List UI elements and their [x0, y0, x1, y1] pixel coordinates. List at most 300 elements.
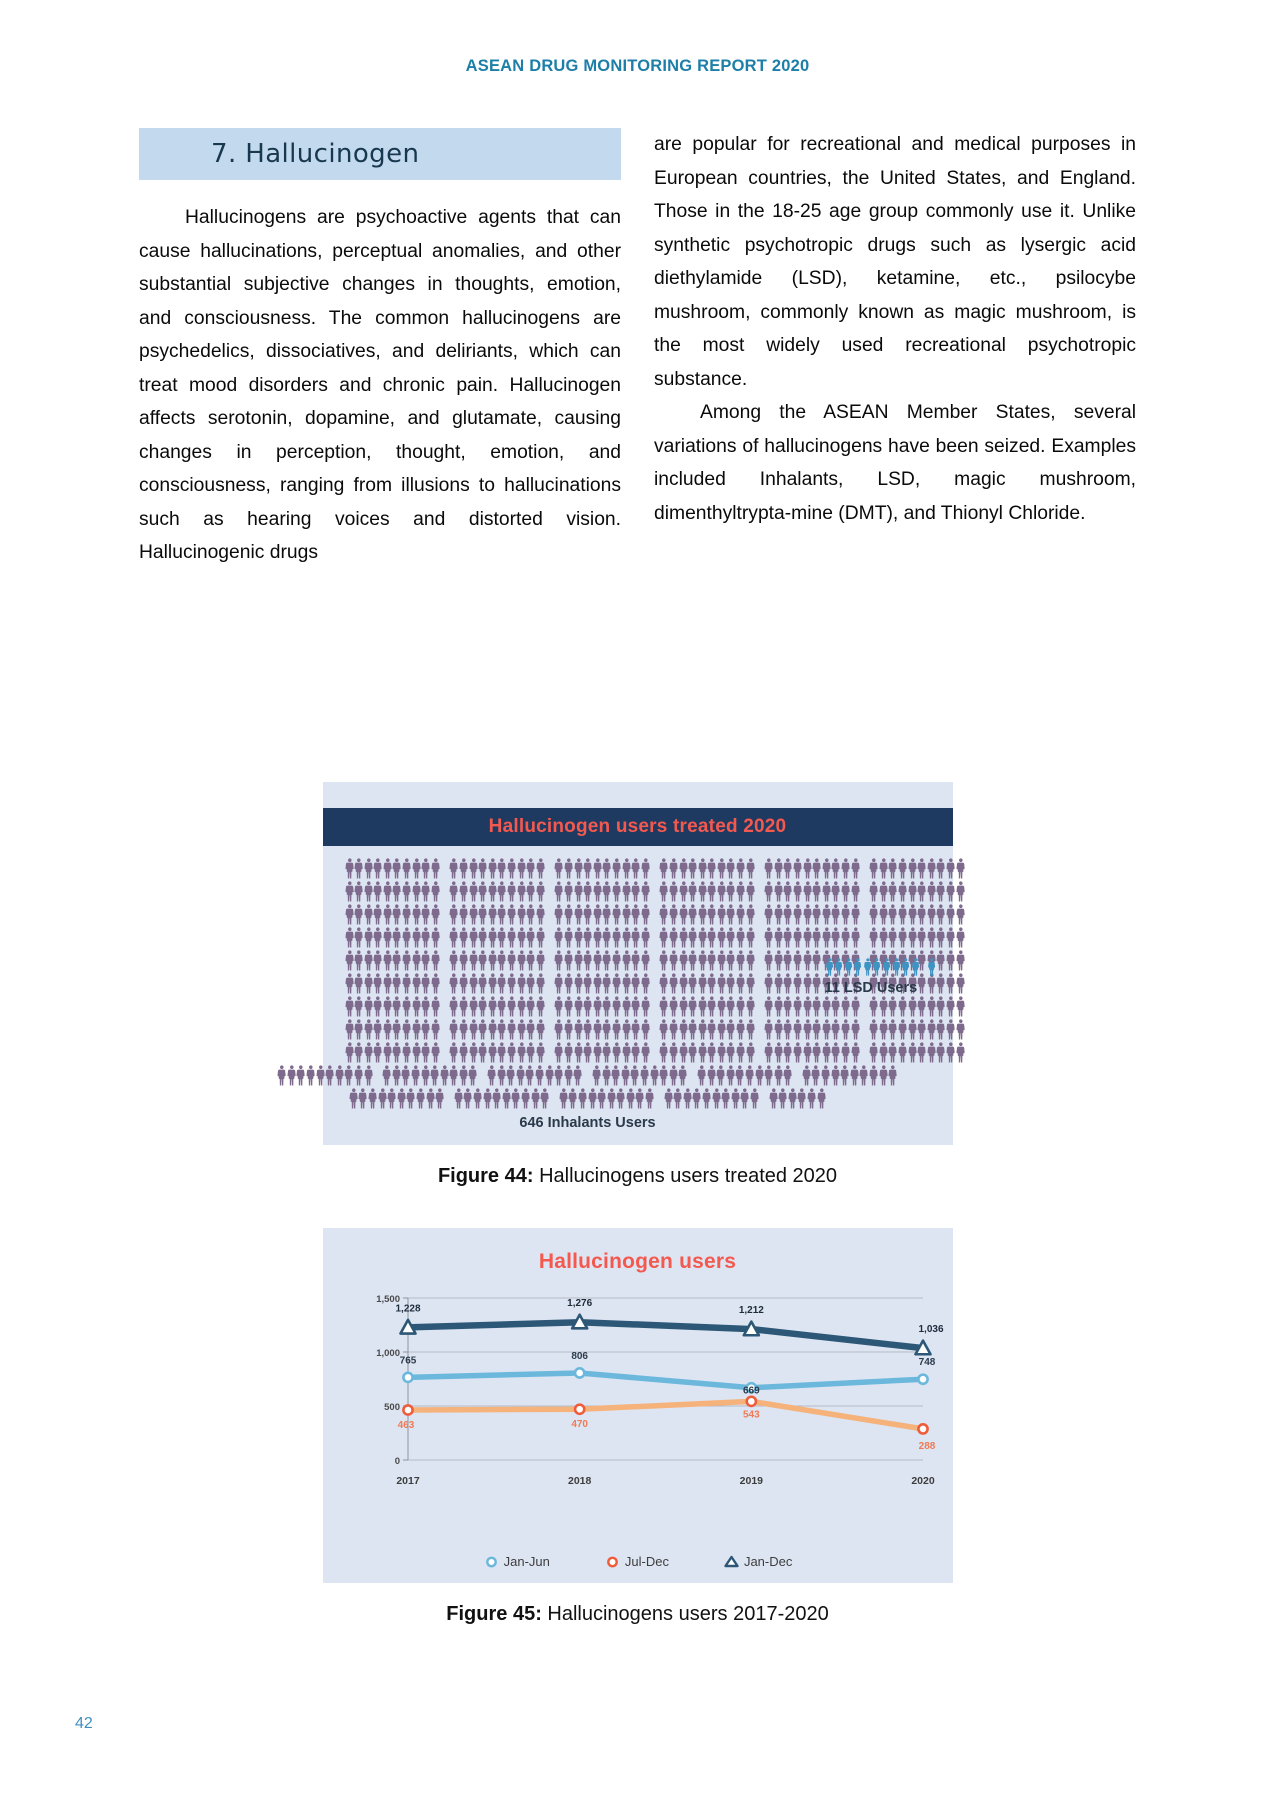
person-icon — [392, 904, 402, 925]
person-icon — [611, 1065, 621, 1086]
person-icon — [421, 881, 431, 902]
person-icon — [936, 858, 946, 879]
person-icon — [517, 881, 527, 902]
person-icon — [736, 881, 746, 902]
person-icon — [622, 904, 632, 925]
person-icon — [488, 904, 498, 925]
person-icon — [564, 858, 574, 879]
person-icon — [803, 881, 813, 902]
person-icon — [822, 858, 832, 879]
person-icon — [717, 1019, 727, 1040]
person-icon — [908, 1019, 918, 1040]
person-icon — [774, 1065, 784, 1086]
pictogram-icon-group — [659, 858, 755, 879]
person-icon — [478, 858, 488, 879]
person-icon — [631, 858, 641, 879]
data-point-marker — [918, 1424, 927, 1433]
person-icon — [392, 927, 402, 948]
y-axis-tick-label: 500 — [383, 1402, 400, 1413]
person-icon — [716, 1065, 726, 1086]
pictogram-row — [345, 927, 953, 948]
person-icon — [774, 904, 784, 925]
person-icon — [554, 858, 564, 879]
person-icon — [635, 1088, 645, 1109]
figure-44-caption-label: Figure 44: — [437, 1165, 534, 1187]
person-icon — [578, 1088, 588, 1109]
person-icon — [412, 904, 422, 925]
person-icon — [908, 927, 918, 948]
person-icon — [692, 1088, 702, 1109]
person-icon — [841, 996, 851, 1017]
person-icon — [459, 881, 469, 902]
person-icon — [382, 1065, 392, 1086]
person-icon — [851, 904, 861, 925]
person-icon — [707, 858, 717, 879]
person-icon — [593, 1042, 603, 1063]
person-icon — [669, 904, 679, 925]
person-icon — [468, 1065, 478, 1086]
person-icon — [469, 927, 479, 948]
person-icon — [898, 927, 908, 948]
person-icon — [803, 1042, 813, 1063]
person-icon — [412, 996, 422, 1017]
person-icon — [354, 1019, 364, 1040]
person-icon — [373, 973, 383, 994]
person-icon — [345, 1042, 355, 1063]
person-icon — [717, 1042, 727, 1063]
person-icon — [554, 927, 564, 948]
person-icon — [583, 973, 593, 994]
person-icon — [354, 881, 364, 902]
person-icon — [597, 1088, 607, 1109]
person-icon — [622, 858, 632, 879]
person-icon — [841, 858, 851, 879]
person-icon — [383, 996, 393, 1017]
pictogram-icon-group — [659, 950, 755, 971]
data-point-marker — [575, 1368, 584, 1377]
person-icon — [669, 1065, 679, 1086]
person-icon — [946, 973, 956, 994]
person-icon — [669, 1019, 679, 1040]
person-icon — [946, 858, 956, 879]
person-icon — [688, 950, 698, 971]
pictogram-icon-group — [449, 881, 545, 902]
person-icon — [449, 927, 459, 948]
person-icon — [392, 858, 402, 879]
person-icon — [851, 1042, 861, 1063]
person-icon — [525, 1065, 535, 1086]
pictogram-icon-group — [554, 927, 650, 948]
person-icon — [641, 996, 651, 1017]
person-icon — [807, 1088, 817, 1109]
person-icon — [879, 858, 889, 879]
person-icon — [526, 950, 536, 971]
person-icon — [698, 881, 708, 902]
person-icon — [536, 1019, 546, 1040]
person-icon — [631, 1042, 641, 1063]
person-icon — [717, 927, 727, 948]
data-label: 669 — [742, 1385, 760, 1397]
person-icon — [746, 1019, 756, 1040]
person-icon — [927, 927, 937, 948]
person-icon — [726, 858, 736, 879]
person-icon — [568, 1088, 578, 1109]
person-icon — [459, 1042, 469, 1063]
person-icon — [774, 1042, 784, 1063]
person-icon — [736, 996, 746, 1017]
person-icon — [497, 996, 507, 1017]
pictogram-icon-group — [487, 1065, 583, 1086]
person-icon — [612, 927, 622, 948]
person-icon — [612, 996, 622, 1017]
person-icon — [431, 881, 441, 902]
person-icon — [803, 927, 813, 948]
pictogram-icon-group — [277, 1065, 373, 1086]
person-icon — [669, 927, 679, 948]
person-icon — [717, 996, 727, 1017]
person-icon — [354, 927, 364, 948]
person-icon — [602, 1065, 612, 1086]
data-label: 806 — [570, 1350, 588, 1362]
pictogram-icon-group — [659, 973, 755, 994]
person-icon — [707, 927, 717, 948]
person-icon — [406, 1088, 416, 1109]
person-icon — [402, 996, 412, 1017]
person-icon — [659, 904, 669, 925]
person-icon — [774, 996, 784, 1017]
person-icon — [936, 1019, 946, 1040]
person-icon — [869, 858, 879, 879]
pictogram-row — [345, 1042, 953, 1063]
person-icon — [602, 1019, 612, 1040]
person-icon — [803, 973, 813, 994]
person-icon — [373, 858, 383, 879]
person-icon — [769, 1088, 779, 1109]
person-icon — [574, 1019, 584, 1040]
pictogram-icon-group — [454, 1088, 550, 1109]
pictogram-icon-group — [659, 881, 755, 902]
person-icon — [811, 1065, 821, 1086]
person-icon — [373, 950, 383, 971]
person-icon — [946, 927, 956, 948]
person-icon — [783, 881, 793, 902]
person-icon — [764, 996, 774, 1017]
person-icon — [817, 1088, 827, 1109]
person-icon — [927, 996, 937, 1017]
pictogram-icon-group — [869, 858, 965, 879]
person-icon — [707, 881, 717, 902]
legend-item-jan-dec[interactable] — [723, 1554, 792, 1569]
pictogram-title-bar — [323, 808, 953, 846]
person-icon — [574, 950, 584, 971]
pictogram-icon-group — [764, 1042, 860, 1063]
person-icon — [707, 996, 717, 1017]
person-icon — [736, 858, 746, 879]
person-icon — [469, 1019, 479, 1040]
person-icon — [478, 1019, 488, 1040]
person-icon — [335, 1065, 345, 1086]
person-icon — [463, 1088, 473, 1109]
person-icon — [793, 973, 803, 994]
pictogram-icon-group — [345, 1019, 441, 1040]
pictogram-icon-group — [592, 1065, 688, 1086]
person-icon — [602, 996, 612, 1017]
person-icon — [669, 950, 679, 971]
person-icon — [888, 996, 898, 1017]
person-icon — [697, 1065, 707, 1086]
person-icon — [888, 1019, 898, 1040]
series-line-jan-dec — [408, 1322, 923, 1348]
person-icon — [840, 1065, 850, 1086]
person-icon — [793, 904, 803, 925]
person-icon — [822, 927, 832, 948]
person-icon — [679, 904, 689, 925]
person-icon — [378, 1088, 388, 1109]
person-icon — [844, 958, 854, 976]
pictogram-icon-group — [659, 1019, 755, 1040]
person-icon — [946, 950, 956, 971]
person-icon — [631, 973, 641, 994]
person-icon — [793, 927, 803, 948]
person-icon — [602, 881, 612, 902]
data-label: 1,036 — [917, 1324, 944, 1336]
pictogram-icon-group — [554, 881, 650, 902]
person-icon — [917, 1042, 927, 1063]
person-icon — [774, 950, 784, 971]
y-axis-tick-label: 1,500 — [375, 1294, 400, 1305]
person-icon — [630, 1065, 640, 1086]
person-icon — [583, 950, 593, 971]
two-column-body — [139, 128, 1136, 570]
pictogram-icon-group — [345, 858, 441, 879]
legend-item-jul-dec[interactable] — [604, 1554, 669, 1569]
person-icon — [602, 950, 612, 971]
person-icon — [641, 1042, 651, 1063]
person-icon — [602, 858, 612, 879]
person-icon — [821, 1065, 831, 1086]
person-icon — [927, 958, 937, 976]
person-icon — [746, 858, 756, 879]
person-icon — [497, 973, 507, 994]
person-icon — [679, 950, 689, 971]
person-icon — [535, 1065, 545, 1086]
pictogram-icon-group — [825, 958, 921, 976]
person-icon — [726, 881, 736, 902]
person-icon — [936, 996, 946, 1017]
pictogram-lsd-icons — [825, 958, 935, 976]
person-icon — [593, 950, 603, 971]
person-icon — [892, 958, 902, 976]
person-icon — [679, 996, 689, 1017]
person-icon — [707, 1042, 717, 1063]
person-icon — [669, 996, 679, 1017]
person-icon — [688, 881, 698, 902]
person-icon — [717, 904, 727, 925]
person-icon — [497, 1019, 507, 1040]
person-icon — [478, 973, 488, 994]
person-icon — [622, 973, 632, 994]
person-icon — [306, 1065, 316, 1086]
person-icon — [956, 1042, 966, 1063]
person-icon — [721, 1088, 731, 1109]
person-icon — [946, 904, 956, 925]
person-icon — [564, 904, 574, 925]
person-icon — [507, 1042, 517, 1063]
person-icon — [793, 1019, 803, 1040]
pictogram-icon-group — [802, 1065, 898, 1086]
person-icon — [564, 1065, 574, 1086]
person-icon — [364, 1019, 374, 1040]
person-icon — [812, 858, 822, 879]
page-number: 42 — [75, 1715, 93, 1732]
pictogram-icon-group — [559, 1088, 655, 1109]
person-icon — [364, 996, 374, 1017]
person-icon — [936, 973, 946, 994]
person-icon — [616, 1088, 626, 1109]
person-icon — [740, 1088, 750, 1109]
person-icon — [583, 996, 593, 1017]
person-icon — [764, 927, 774, 948]
person-icon — [421, 904, 431, 925]
pictogram-icon-group — [345, 881, 441, 902]
pictogram-icon-group — [664, 1088, 760, 1109]
person-icon — [764, 1019, 774, 1040]
lsd-users-label: 11 LSD Users — [824, 980, 918, 996]
figure-44-block — [0, 782, 1275, 1188]
person-icon — [726, 904, 736, 925]
person-icon — [688, 973, 698, 994]
person-icon — [717, 950, 727, 971]
person-icon — [583, 881, 593, 902]
y-axis-tick-label: 1,000 — [375, 1348, 400, 1359]
person-icon — [669, 858, 679, 879]
person-icon — [764, 950, 774, 971]
person-icon — [774, 973, 784, 994]
person-icon — [888, 881, 898, 902]
person-icon — [736, 904, 746, 925]
person-icon — [679, 1042, 689, 1063]
person-icon — [822, 881, 832, 902]
person-icon — [536, 927, 546, 948]
person-icon — [736, 950, 746, 971]
person-icon — [659, 858, 669, 879]
pictogram-body — [323, 846, 953, 1135]
person-icon — [783, 973, 793, 994]
person-icon — [679, 1019, 689, 1040]
person-icon — [956, 904, 966, 925]
person-icon — [593, 858, 603, 879]
person-icon — [421, 1065, 431, 1086]
person-icon — [879, 996, 889, 1017]
person-icon — [927, 904, 937, 925]
person-icon — [507, 858, 517, 879]
data-label: 543 — [742, 1409, 760, 1421]
person-icon — [511, 1088, 521, 1109]
x-axis-tick-label: 2020 — [910, 1475, 935, 1487]
person-icon — [483, 1088, 493, 1109]
pictogram-icon-group — [349, 1088, 445, 1109]
person-icon — [431, 858, 441, 879]
figure-45-caption-label: Figure 45: — [446, 1603, 542, 1625]
person-icon — [373, 904, 383, 925]
person-icon — [459, 904, 469, 925]
person-icon — [803, 950, 813, 971]
person-icon — [898, 996, 908, 1017]
person-icon — [917, 996, 927, 1017]
person-icon — [554, 1065, 564, 1086]
person-icon — [726, 950, 736, 971]
running-header: ASEAN DRUG MONITORING REPORT 2020 — [465, 57, 810, 75]
person-icon — [717, 973, 727, 994]
person-icon — [879, 1065, 889, 1086]
data-label: 470 — [570, 1419, 588, 1431]
person-icon — [621, 1065, 631, 1086]
person-icon — [859, 1065, 869, 1086]
person-icon — [698, 904, 708, 925]
person-icon — [872, 958, 882, 976]
person-icon — [669, 881, 679, 902]
person-icon — [927, 881, 937, 902]
person-icon — [345, 1019, 355, 1040]
person-icon — [459, 858, 469, 879]
person-icon — [517, 973, 527, 994]
person-icon — [698, 927, 708, 948]
person-icon — [383, 927, 393, 948]
person-icon — [850, 1065, 860, 1086]
person-icon — [841, 904, 851, 925]
person-icon — [793, 881, 803, 902]
person-icon — [622, 950, 632, 971]
person-icon — [683, 1088, 693, 1109]
data-label: 765 — [399, 1355, 416, 1367]
person-icon — [956, 881, 966, 902]
person-icon — [936, 904, 946, 925]
person-icon — [383, 950, 393, 971]
right-paragraph-2-text: Among the ASEAN Member States, several variations of hallucinogens have been seized. Examples included Inhalants, LSD, magic mushroom, dimenthyltrypta-mine (DMT), and Thionyl Chloride. — [654, 402, 1136, 524]
person-icon — [517, 927, 527, 948]
triangle-marker-icon — [723, 1555, 740, 1569]
person-icon — [612, 973, 622, 994]
pictogram-row — [349, 1088, 826, 1109]
person-icon — [488, 1042, 498, 1063]
person-icon — [825, 958, 835, 976]
person-icon — [431, 950, 441, 971]
person-icon — [888, 1065, 898, 1086]
person-icon — [412, 1042, 422, 1063]
person-icon — [679, 858, 689, 879]
person-icon — [746, 973, 756, 994]
person-icon — [755, 1065, 765, 1086]
person-icon — [574, 881, 584, 902]
person-icon — [774, 881, 784, 902]
person-icon — [678, 1065, 688, 1086]
legend-item-jan-jun[interactable] — [483, 1554, 550, 1569]
person-icon — [397, 1088, 407, 1109]
person-icon — [746, 1042, 756, 1063]
person-icon — [536, 1042, 546, 1063]
right-body-paragraph-1 — [654, 128, 1136, 396]
person-icon — [822, 1042, 832, 1063]
person-icon — [717, 858, 727, 879]
person-icon — [488, 927, 498, 948]
person-icon — [345, 996, 355, 1017]
person-icon — [622, 881, 632, 902]
person-icon — [383, 881, 393, 902]
pictogram-row — [345, 1019, 953, 1040]
left-column — [139, 128, 621, 570]
line-chart — [323, 1228, 953, 1583]
pictogram-icon-group — [345, 927, 441, 948]
